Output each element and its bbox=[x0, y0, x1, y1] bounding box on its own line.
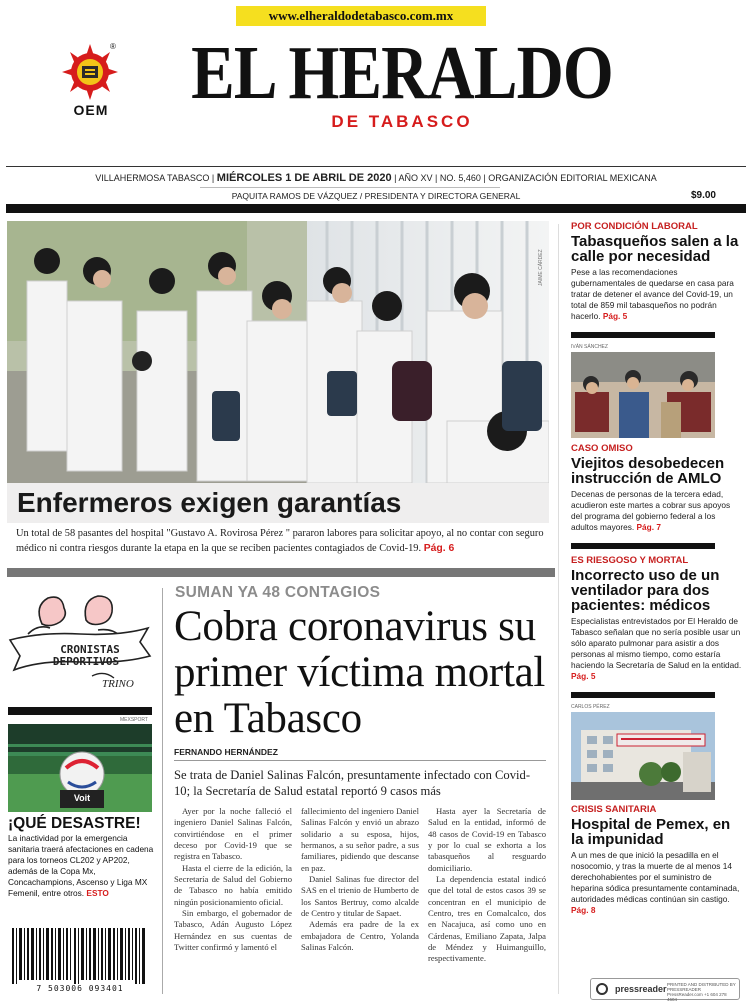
story-headline: Tabasqueños salen a la calle por necesidad bbox=[571, 233, 739, 265]
masthead-rule bbox=[6, 166, 746, 167]
pemex-hospital-photo[interactable] bbox=[571, 712, 715, 800]
dateline-rule bbox=[200, 187, 500, 188]
website-url[interactable]: www.elheraldodetabasco.com.mx bbox=[236, 6, 486, 26]
cartoon-signature: TRINO bbox=[102, 678, 134, 690]
director-line: PAQUITA RAMOS DE VÁZQUEZ / PRESIDENTA Y DIRECTORA GENERAL bbox=[231, 191, 521, 201]
story-headline: Viejitos desobedecen instrucción de AMLO bbox=[571, 455, 725, 487]
body-paragraph: Daniel Salinas fue director del SAS en el trienio de Humberto de los Santos Bertruy, como alcalde de Centro y titular de Sapaet. bbox=[301, 874, 419, 919]
story-text bbox=[571, 267, 743, 322]
body-paragraph: Ayer por la noche falleció el ingeniero Daniel Salinas Falcón, convirtiéndose en el primer deceso por Covid-19 que se registra en Tabasco. bbox=[174, 806, 292, 862]
registered-mark: ® bbox=[110, 42, 116, 51]
body-paragraph: Hasta el cierre de la edición, la Secretaría de Salud del Gobierno de Tabasco no había emitido ningún posicionamiento oficial. bbox=[174, 862, 292, 907]
dateline-year: AÑO XV bbox=[398, 173, 433, 183]
story-page-link[interactable]: Pág. 5 bbox=[602, 311, 628, 321]
stadium-ball-photo[interactable] bbox=[8, 724, 152, 812]
cartoon-text-2: DEPORTIVOS bbox=[52, 655, 120, 668]
story-page-link[interactable]: Pág. 5 bbox=[571, 671, 596, 681]
lead-summary bbox=[16, 526, 546, 556]
story-headline: Hospital de Pemex, en la impunidad bbox=[571, 816, 731, 848]
barcode-bars bbox=[8, 928, 152, 986]
cartoon-text-1: CRONISTAS bbox=[60, 643, 120, 656]
pressreader-icon bbox=[596, 983, 608, 995]
body-paragraph: La dependencia estatal indicó que del total de estos casos 39 se concentran en el municipio de Centro, tres en Comalcalco, dos en Nacajuca, así como uno en Cárdenas, Emiliano Zapata, Jalpa de Méndez y Huimanguillo, respectivamente. bbox=[428, 874, 546, 964]
right-column-bar bbox=[571, 692, 715, 698]
photo-credit: CARLOS PÉREZ bbox=[571, 704, 610, 710]
main-kicker: SUMAN YA 48 CONTAGIOS bbox=[175, 584, 381, 601]
pressreader-small-text: PRINTED AND DISTRIBUTED BY PRESSREADER PressReader.com +1 604 278 4604 bbox=[667, 982, 736, 1002]
byline: FERNANDO HERNÁNDEZ bbox=[174, 747, 278, 757]
main-deck: Se trata de Daniel Salinas Falcón, presuntamente infectado con Covid-10; la Secretaría de Salud estatal reportó 9 casos más bbox=[174, 768, 531, 798]
lead-page-link[interactable]: Pág. 6 bbox=[423, 543, 455, 554]
story-kicker: CASO OMISO bbox=[571, 443, 633, 454]
sports-headline[interactable]: ¡QUÉ DESASTRE! bbox=[8, 815, 141, 832]
oem-logo-text: OEM bbox=[73, 102, 109, 118]
dateline-separator: | bbox=[394, 173, 397, 183]
body-column-2 bbox=[301, 806, 419, 953]
story-page-link[interactable]: Pág. 8 bbox=[571, 905, 596, 915]
body-paragraph: Además era padre de la ex embajadora de Centro, Yolanda Salinas Falcón. bbox=[301, 919, 419, 953]
dateline-date: MIÉRCOLES 1 DE ABRIL DE 2020 bbox=[216, 172, 392, 184]
story-headline: Incorrecto uso de un ventilador para dos pacientes: médicos bbox=[571, 567, 720, 614]
newspaper-title: EL HERALDO bbox=[191, 31, 613, 115]
cartoon-cronistas[interactable] bbox=[8, 590, 152, 700]
elderly-photo[interactable] bbox=[571, 352, 715, 438]
story-text bbox=[571, 616, 743, 682]
byline-rule bbox=[174, 760, 546, 761]
story-text bbox=[571, 850, 743, 916]
photo-credit: IVÁN SÁNCHEZ bbox=[571, 344, 608, 350]
dateline-separator: | bbox=[483, 173, 486, 183]
sports-page-link[interactable]: ESTO bbox=[86, 888, 109, 898]
barcode-number: 7 503006 093401 bbox=[36, 984, 124, 993]
pressreader-badge[interactable] bbox=[590, 978, 740, 1000]
story-kicker: POR CONDICIÓN LABORAL bbox=[571, 221, 698, 232]
story-kicker: ES RIESGOSO Y MORTAL bbox=[571, 555, 689, 566]
story-ventilador[interactable] bbox=[571, 555, 743, 682]
dateline-separator: | bbox=[435, 173, 438, 183]
header-black-bar bbox=[6, 204, 746, 213]
pressreader-label: pressreader bbox=[615, 984, 667, 994]
story-calle[interactable] bbox=[571, 221, 743, 322]
sports-text bbox=[8, 833, 156, 899]
lead-summary-text: Un total de 58 pasantes del hospital "Gustavo A. Rovirosa Pérez " pararon labores para solicitar apoyo, al no contar con seguro médico ni contra riesgos durante la etapa en la que se reciben pacientes contagiados de Covid-19. bbox=[16, 528, 544, 554]
story-pemex[interactable] bbox=[571, 804, 743, 916]
dateline bbox=[6, 170, 746, 186]
story-page-link[interactable]: Pág. 7 bbox=[636, 522, 661, 532]
story-text-body: Decenas de personas de la tercera edad, acudieron este martes a cobrar sus apoyos del programa del gobierno federal a los adultos mayores. bbox=[571, 489, 731, 532]
column-divider-right bbox=[558, 224, 559, 994]
story-text bbox=[571, 489, 743, 533]
nurses-photo[interactable] bbox=[7, 221, 549, 483]
photo-credit: JAIME CÁRDEZ bbox=[538, 249, 544, 286]
right-column-bar bbox=[571, 543, 715, 549]
sports-text-body: La inactividad por la emergencia sanitaria traerá afectaciones en cadena para los torneos CL202 y AP202, además de la Copa Mx, Concachampions, Ascenso y Liga MX Femenil, entre otros. bbox=[8, 833, 154, 898]
dateline-city: VILLAHERMOSA TABASCO bbox=[95, 173, 210, 183]
barcode bbox=[8, 928, 152, 998]
lead-headline[interactable]: Enfermeros exigen garantías bbox=[7, 483, 549, 523]
right-column bbox=[571, 221, 743, 916]
right-column-bar bbox=[571, 332, 715, 338]
story-viejitos[interactable] bbox=[571, 456, 743, 533]
left-column-bar bbox=[8, 707, 152, 715]
dateline-number: NO. 5,460 bbox=[439, 173, 481, 183]
body-column-1 bbox=[174, 806, 292, 953]
body-paragraph: Sin embargo, el gobernador de Tabasco, Adán Augusto López Hernández en sus cuentas de Twitter confirmó y lamentó el bbox=[174, 908, 292, 953]
oem-logo bbox=[58, 42, 124, 122]
column-divider-left bbox=[162, 588, 163, 994]
newspaper-subtitle: DE TABASCO bbox=[331, 112, 473, 131]
body-column-3 bbox=[428, 806, 546, 965]
masthead bbox=[142, 31, 662, 131]
elderly-photo-illustration bbox=[571, 352, 715, 438]
body-paragraph: fallecimiento del ingeniero Daniel Salinas Falcón y envió un abrazo solidario a su esposa, hijos, hermanos, a su señor padre, a sus familiares, pidiendo que descanse en paz. bbox=[301, 806, 419, 873]
section-grey-bar bbox=[7, 568, 555, 577]
body-paragraph: Hasta ayer la Secretaría de Salud en la entidad, informó de 48 casos de Covid-19 en Tabasco y por lo cual se exhorta a los tabasqueños al resguardo domiciliario. bbox=[428, 806, 546, 873]
dateline-org: ORGANIZACIÓN EDITORIAL MEXICANA bbox=[488, 173, 657, 183]
story-text-body: Especialistas entrevistados por El Heraldo de Tabasco señalan que no sería posible usar un sólo aparato pulmonar para asistir a dos personas al mismo tiempo, como estaría haciendo la Secretaría de Salud en la entidad. bbox=[571, 616, 742, 670]
dateline-separator: | bbox=[211, 173, 215, 183]
nurses-photo-illustration bbox=[7, 221, 549, 483]
story-text-body: A un mes de que inició la pesadilla en el nosocomio, y tras la muerte de al menos 14 derechohabientes por el suministro de heparina sódica presuntamente contaminada, autoridades médicas continúan sin castigo. bbox=[571, 850, 740, 904]
ball-brand-text: Voit bbox=[73, 793, 91, 803]
sports-photo-credit: MEXSPORT bbox=[120, 717, 148, 723]
main-headline[interactable]: Cobra coronavirus su primer víctima mortal en Tabasco bbox=[174, 603, 546, 742]
price: $9.00 bbox=[690, 190, 716, 201]
story-text-body: Pese a las recomendaciones gubernamentales de quedarse en casa para tratar de detener el avance del Covid-19, un total de 859 mil tabasqueños no podrán hacerlo. bbox=[571, 267, 734, 321]
story-kicker: CRISIS SANITARIA bbox=[571, 804, 657, 815]
hospital-photo-illustration bbox=[571, 712, 715, 800]
